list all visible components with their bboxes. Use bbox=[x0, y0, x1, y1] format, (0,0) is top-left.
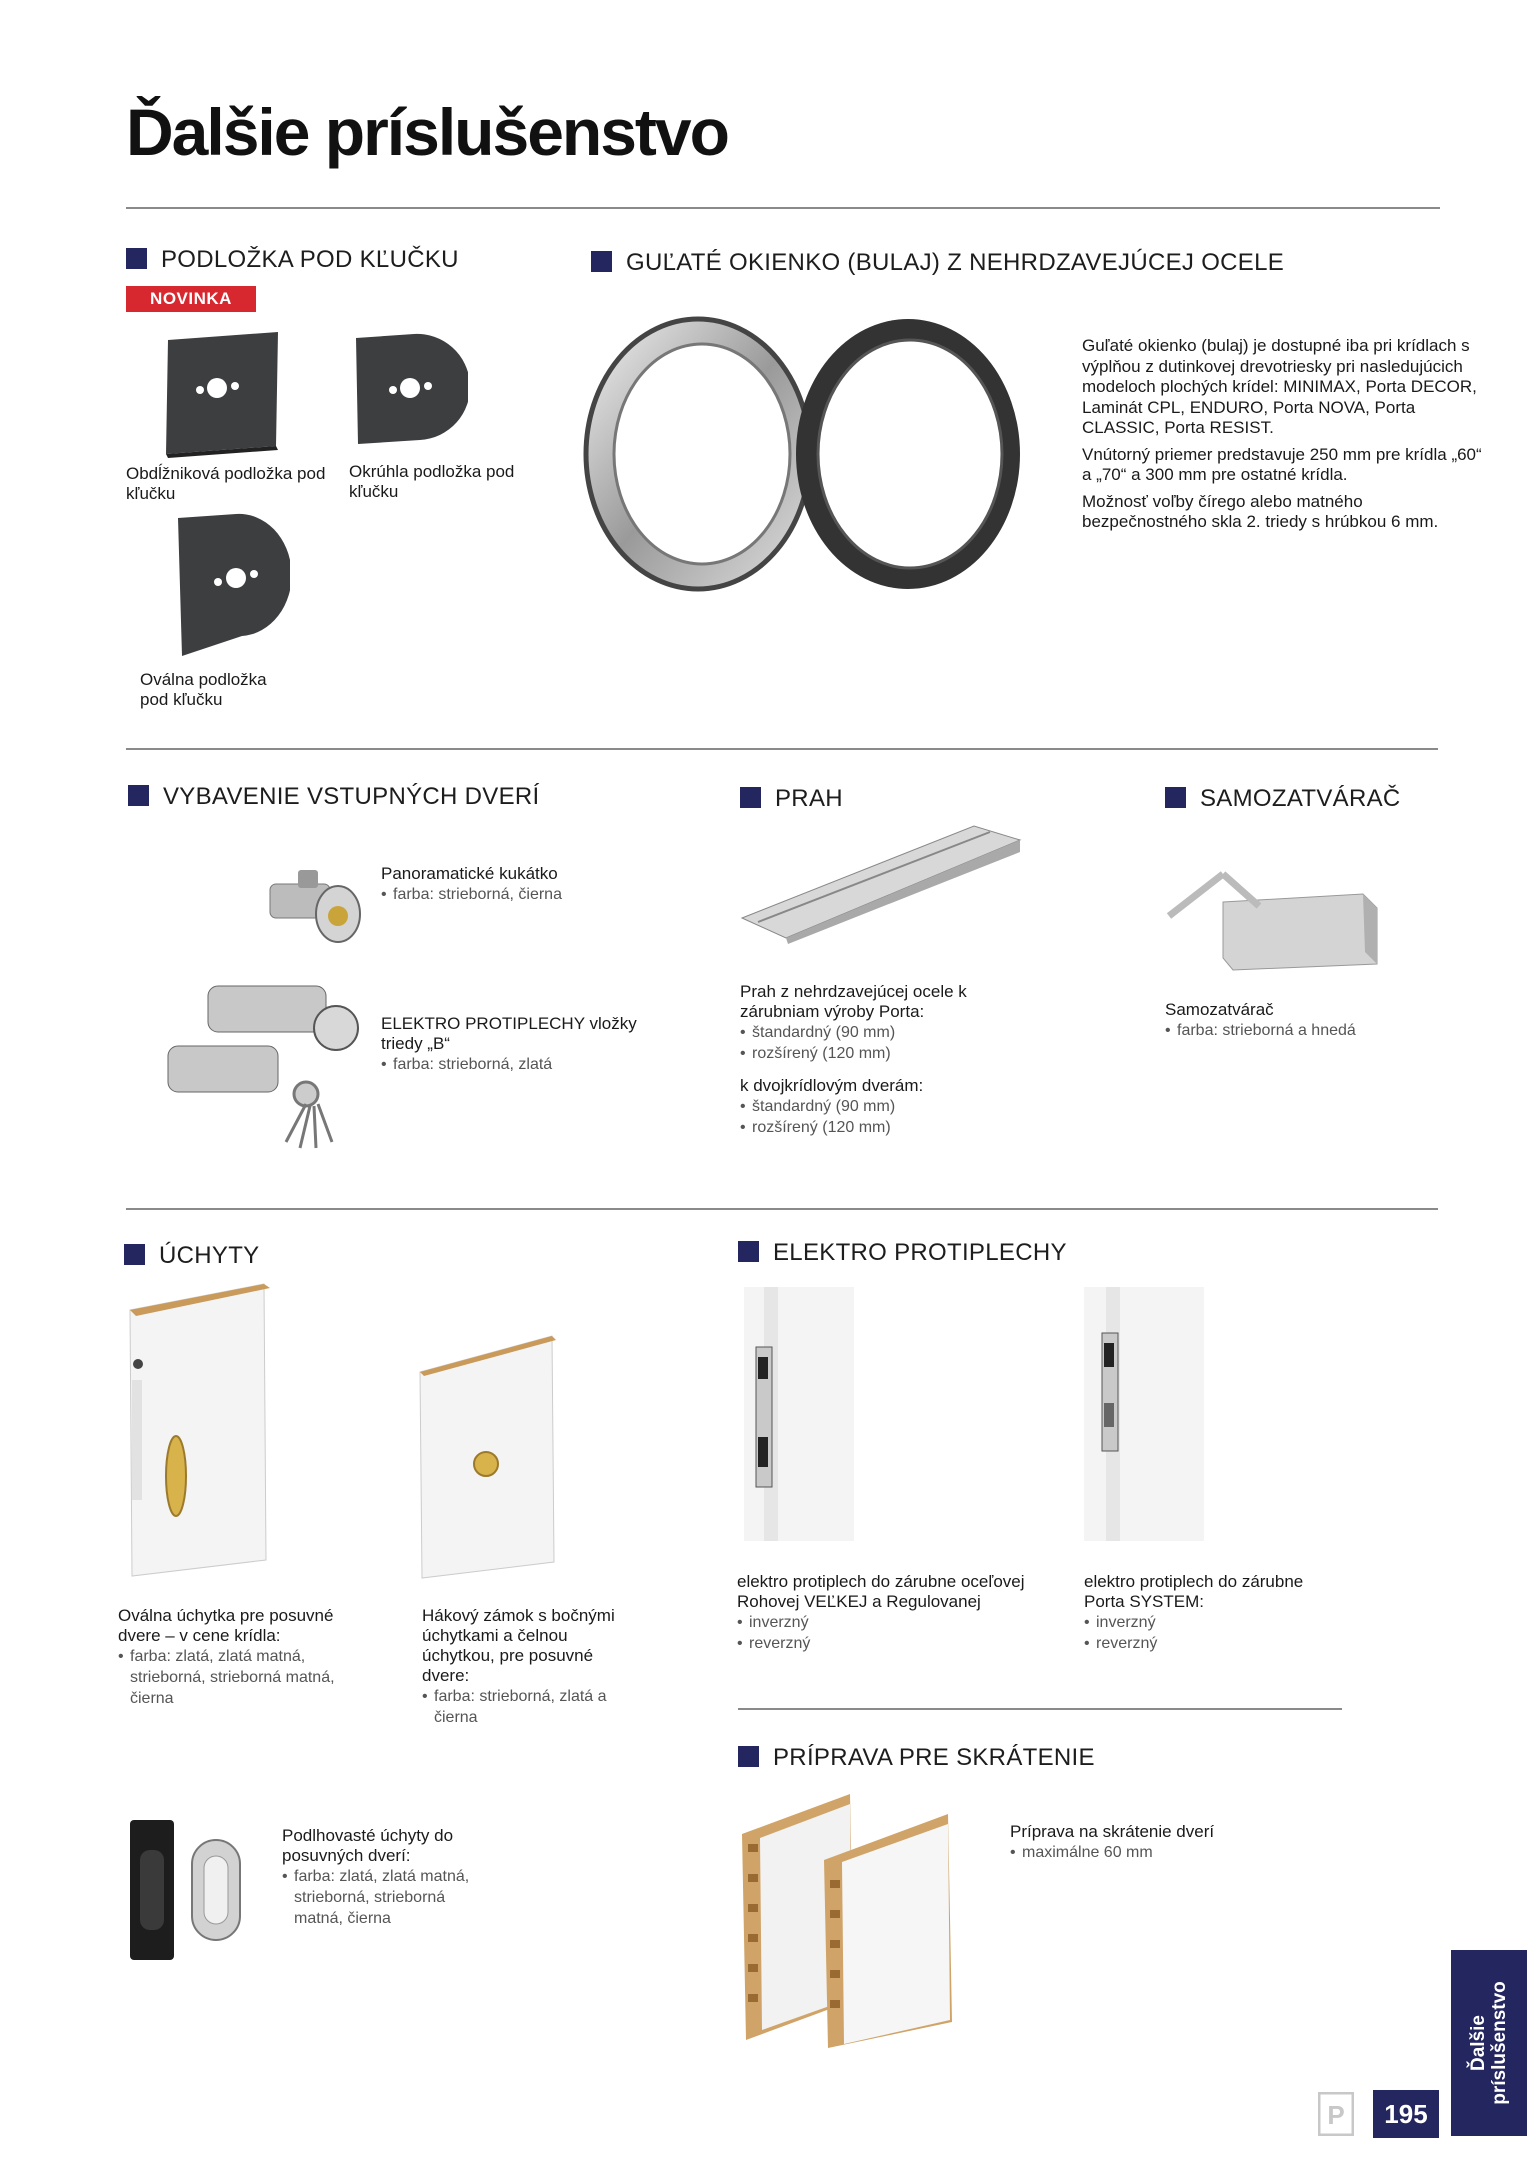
divider bbox=[126, 748, 1438, 750]
divider bbox=[126, 1208, 1438, 1210]
section-title-shortening: PRÍPRAVA PRE SKRÁTENIE bbox=[738, 1744, 1095, 1772]
section-marker bbox=[738, 1746, 759, 1767]
section-title-porthole: GUĽATÉ OKIENKO (BULAJ) Z NEHRDZAVEJÚCEJ OCELE bbox=[591, 249, 1284, 277]
cylinder-caption: ELEKTRO PROTIPLECHY vložky triedy „B“ • farba: strieborná, zlatá bbox=[381, 1014, 641, 1075]
section-marker bbox=[128, 785, 149, 806]
svg-text:P: P bbox=[1327, 2100, 1345, 2130]
oval-handle-pad-image bbox=[172, 510, 290, 662]
peephole-caption: Panoramatické kukátko • farba: strieborná, čierna bbox=[381, 864, 601, 905]
closer-caption: Samozatvárač • farba: strieborná a hnedá bbox=[1165, 1000, 1395, 1041]
cylinder-lock-keys-image bbox=[160, 982, 360, 1154]
strike-b-caption: elektro protiplech do zárubne Porta SYSTEM: • inverzný • reverzný bbox=[1084, 1572, 1304, 1654]
oval-pad-caption: Oválna podložka pod kľučku bbox=[140, 670, 267, 709]
page-number: 195 bbox=[1373, 2090, 1439, 2138]
section-title-handle-pad: PODLOŽKA POD KĽUČKU bbox=[126, 246, 459, 274]
section-marker bbox=[1165, 787, 1186, 808]
section-title-entry: VYBAVENIE VSTUPNÝCH DVERÍ bbox=[128, 783, 539, 811]
shortening-panels-image bbox=[738, 1790, 998, 2050]
section-marker bbox=[740, 787, 761, 808]
porta-logo-icon bbox=[1318, 2092, 1354, 2136]
divider bbox=[126, 207, 1440, 209]
porthole-para-2: Vnútorný priemer predstavuje 250 mm pre krídla „60“ a „70“ a 300 mm pre ostatné krídla. bbox=[1082, 444, 1482, 484]
porthole-windows-image bbox=[580, 310, 1030, 600]
hook-lock-caption: Hákový zámok s bočnými úchytkami a čelnou úchytkou, pre posuvné dvere: • farba: strieborná, zlatá a čierna bbox=[422, 1606, 642, 1728]
porthole-para-1: Guľaté okienko (bulaj) je dostupné iba pri krídlach s výplňou z dutinkovej drevotriesky pri nasledujúcich modeloch plochých krídel: MINIMAX, Porta DECOR, Laminát CPL, ENDURO, Porta NOVA, Porta CLASSIC, Porta RESIST. bbox=[1082, 336, 1477, 437]
section-title-threshold: PRAH bbox=[740, 785, 843, 813]
section-title-strike: ELEKTRO PROTIPLECHY bbox=[738, 1239, 1067, 1267]
threshold-image bbox=[738, 822, 1024, 944]
side-tab bbox=[1451, 1950, 1527, 2136]
oval-handle-door-image bbox=[124, 1280, 274, 1580]
strike-plate-b-image bbox=[1084, 1287, 1204, 1541]
section-title-closer: SAMOZATVÁRAČ bbox=[1165, 785, 1401, 813]
section-marker bbox=[126, 248, 147, 269]
strike-plate-a-image bbox=[744, 1287, 854, 1541]
section-marker bbox=[124, 1244, 145, 1265]
rect-handle-pad-image bbox=[160, 328, 285, 458]
rect-pad-caption: Obdĺžniková podložka pod kľučku bbox=[126, 464, 326, 503]
shortening-caption: Príprava na skrátenie dverí • maximálne 60 mm bbox=[1010, 1822, 1260, 1863]
page-title: Ďalšie príslušenstvo bbox=[126, 95, 728, 169]
section-marker bbox=[591, 251, 612, 272]
door-closer-image bbox=[1163, 866, 1379, 972]
threshold-caption: Prah z nehrdzavejúcej ocele k zárubniam výroby Porta: • štandardný (90 mm) • rozšírený (120 mm) k dvojkrídlovým dverám: • štandardný (90 mm) • rozšírený (120 mm) bbox=[740, 982, 1000, 1138]
round-handle-pad-image bbox=[348, 328, 468, 452]
porthole-para-3: Možnosť voľby čírego alebo matného bezpečnostného skla 2. triedy s hrúbkou 6 mm. bbox=[1082, 491, 1439, 531]
section-title-handles: ÚCHYTY bbox=[124, 1242, 259, 1270]
recessed-pulls-image bbox=[126, 1816, 246, 1964]
recessed-pulls-caption: Podlhovasté úchyty do posuvných dverí: • farba: zlatá, zlatá matná, strieborná, strieborná matná, čierna bbox=[282, 1826, 492, 1929]
side-tab-label: Ďalšie príslušenstvo bbox=[1468, 1981, 1510, 2105]
new-badge: NOVINKA bbox=[126, 286, 256, 312]
oval-handle-caption: Oválna úchytka pre posuvné dvere – v cene krídla: • farba: zlatá, zlatá matná, strieborná, strieborná matná, čierna bbox=[118, 1606, 358, 1709]
section-marker bbox=[738, 1241, 759, 1262]
strike-a-caption: elektro protiplech do zárubne oceľovej Rohovej VEĽKEJ a Regulovanej • inverzný • reverzný bbox=[737, 1572, 1027, 1654]
porthole-description bbox=[1082, 336, 1482, 539]
divider bbox=[738, 1708, 1342, 1710]
round-pad-caption: Okrúhla podložka pod kľučku bbox=[349, 462, 515, 501]
peephole-image bbox=[258, 862, 362, 952]
hook-lock-door-image bbox=[416, 1330, 560, 1580]
